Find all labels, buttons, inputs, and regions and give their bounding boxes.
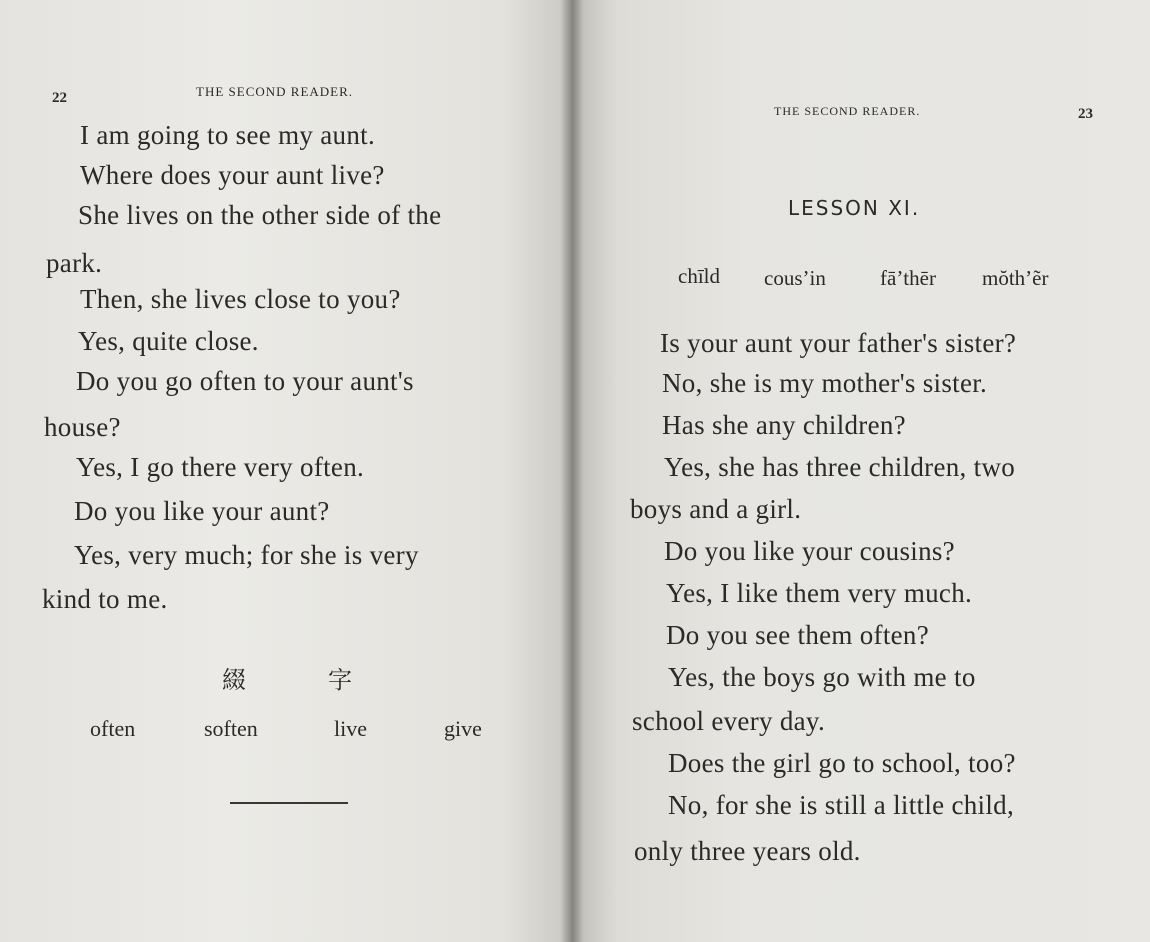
- right-line: Has she any children?: [662, 410, 906, 440]
- right-line: No, for she is still a little child,: [668, 790, 1015, 820]
- left-line: Where does your aunt live?: [80, 160, 385, 190]
- right-line: No, she is my mother's sister.: [662, 368, 988, 398]
- spelling-word: soften: [204, 716, 258, 741]
- right-page-number: 23: [1078, 106, 1093, 122]
- left-line: kind to me.: [42, 584, 168, 614]
- right-line: boys and a girl.: [630, 494, 802, 524]
- spelling-heading-char: 綴: [222, 666, 246, 694]
- spelling-word: give: [444, 716, 482, 741]
- right-line: Yes, I like them very much.: [666, 578, 973, 608]
- left-line: Yes, I go there very often.: [76, 452, 365, 482]
- left-running-head: THE SECOND READER.: [196, 84, 354, 99]
- vocab-word: cousʼin: [764, 266, 826, 290]
- right-line: Yes, she has three children, two: [664, 452, 1016, 482]
- left-page-number: 22: [52, 90, 67, 106]
- right-page: [572, 0, 1150, 942]
- section-rule: [230, 802, 348, 804]
- left-line: I am going to see my aunt.: [80, 120, 375, 150]
- spelling-word: often: [90, 716, 136, 741]
- book-gutter: [560, 0, 584, 942]
- left-line: park.: [46, 248, 103, 278]
- spelling-heading-char: 字: [328, 666, 352, 694]
- left-line: She lives on the other side of the: [78, 200, 442, 230]
- left-line: Do you go often to your aunt's: [76, 366, 414, 396]
- left-page: [0, 0, 572, 942]
- vocab-word: fāʼthēr: [880, 266, 936, 290]
- vocab-word: chīld: [678, 264, 720, 288]
- vocab-word: mŏthʼẽr: [982, 266, 1049, 290]
- left-line: Yes, quite close.: [78, 326, 259, 356]
- right-line: Yes, the boys go with me to: [668, 662, 976, 692]
- right-running-head: THE SECOND READER.: [774, 104, 921, 118]
- left-line: Yes, very much; for she is very: [74, 540, 419, 570]
- left-line: house?: [44, 412, 121, 442]
- left-line: Then, she lives close to you?: [80, 284, 401, 314]
- right-line: school every day.: [632, 706, 826, 736]
- right-line: Is your aunt your father's sister?: [660, 328, 1017, 358]
- lesson-title: LESSON XI.: [788, 196, 921, 220]
- spelling-word: live: [334, 716, 367, 741]
- right-line: Does the girl go to school, too?: [668, 748, 1016, 778]
- left-line: Do you like your aunt?: [74, 496, 330, 526]
- right-line: Do you like your cousins?: [664, 536, 955, 566]
- right-line: Do you see them often?: [666, 620, 930, 650]
- right-line: only three years old.: [634, 836, 861, 866]
